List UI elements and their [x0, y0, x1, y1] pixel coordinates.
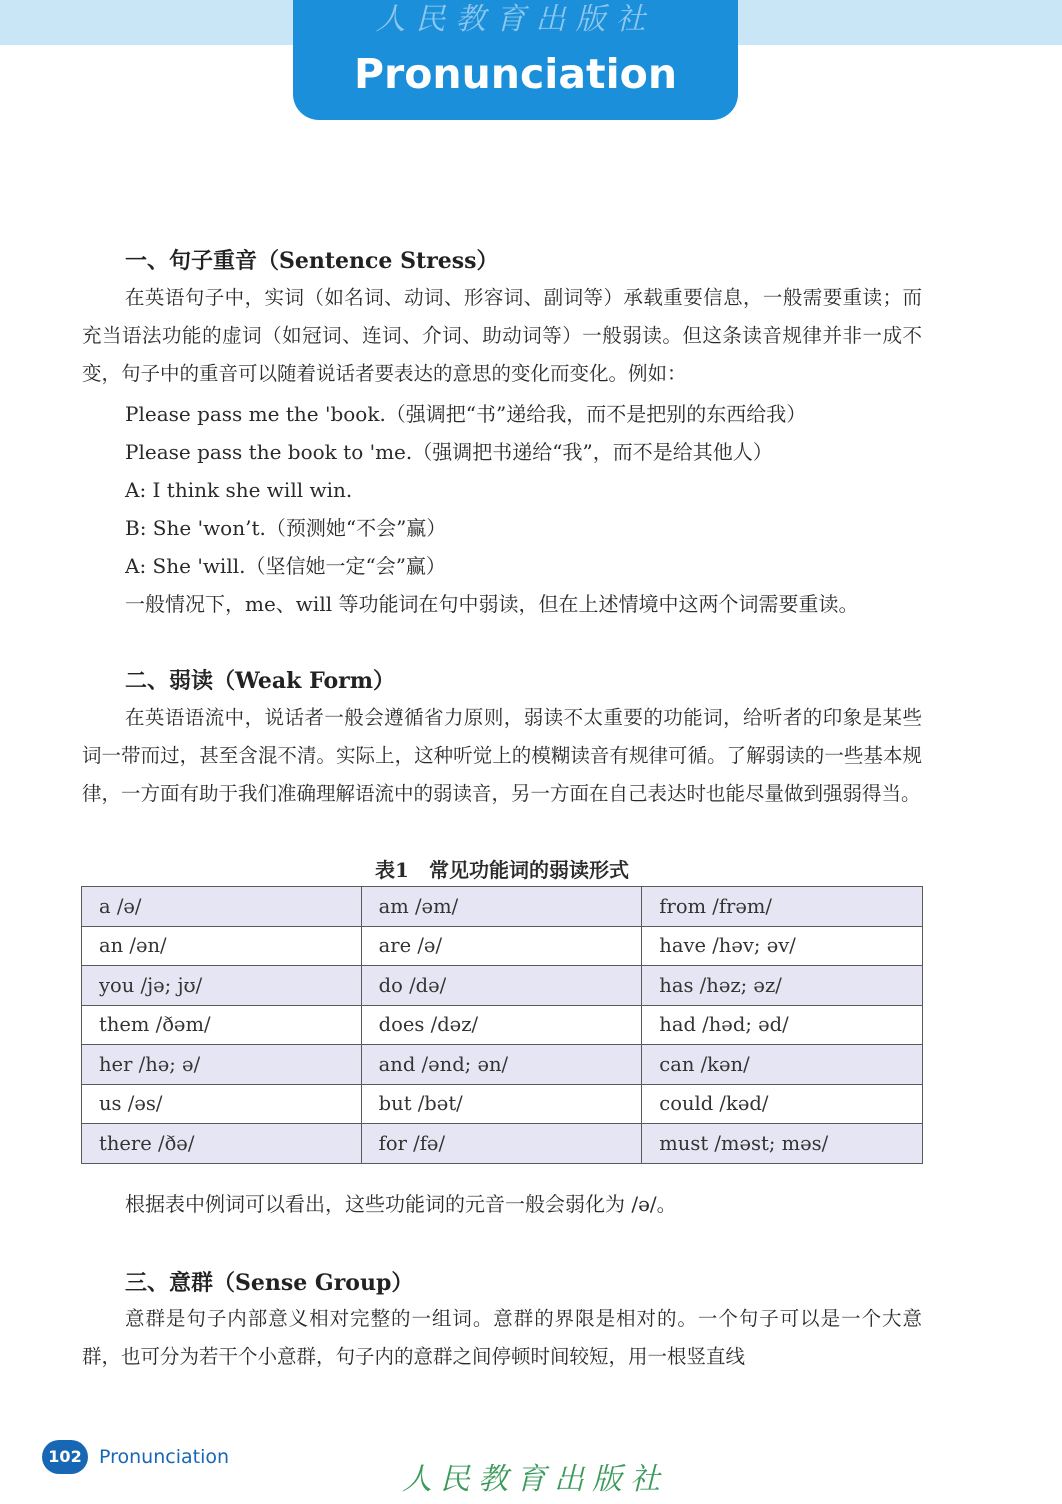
table-cell: have /həv; əv/: [642, 926, 923, 966]
paragraph-text: 意群是句子内部意义相对完整的一组词。意群的界限是相对的。一个句子可以是一个大意群，也可分为若干个小意群，句子内的意群之间停顿时间较短，用一根竖直线: [82, 1307, 922, 1368]
table-cell: could /kəd/: [642, 1084, 923, 1124]
table-conclusion: 根据表中例词可以看出，这些功能词的元音一般会弱化为 /ə/。: [125, 1192, 677, 1216]
table-cell: them /ðəm/: [82, 1005, 362, 1045]
table-cell: an /ən/: [82, 926, 362, 966]
example-line: A: I think she will win.: [125, 478, 353, 502]
table-row: [82, 887, 923, 927]
table-cell: must /məst; məs/: [642, 1124, 923, 1164]
table-cell: a /ə/: [82, 887, 362, 927]
table-cell: us /əs/: [82, 1084, 362, 1124]
table-cell: does /dəz/: [361, 1005, 642, 1045]
footer-section-label: Pronunciation: [99, 1446, 230, 1468]
table-row: [82, 926, 923, 966]
example-line: Please pass the book to 'me.（强调把书递给“我”，而不是给其他人）: [125, 440, 773, 464]
section-heading-sense-group: 三、意群（Sense Group）: [125, 1270, 414, 1296]
table-cell: do /də/: [361, 966, 642, 1006]
table-cell: but /bət/: [361, 1084, 642, 1124]
table-row: [82, 1084, 923, 1124]
paragraph-text: 在英语语流中，说话者一般会遵循省力原则，弱读不太重要的功能词，给听者的印象是某些词一带而过，甚至含混不清。实际上，这种听觉上的模糊读音有规律可循。了解弱读的一些基本规律，一方面有助于我们准确理解语流中的弱读音，另一方面在自己表达时也能尽量做到强弱得当。: [82, 706, 922, 805]
table-cell: and /ənd; ən/: [361, 1045, 642, 1085]
header-tab: [293, 0, 738, 120]
table-row: [82, 1045, 923, 1085]
publisher-logo: 人民教育出版社: [402, 1462, 668, 1497]
example-note: 一般情况下，me、will 等功能词在句中弱读，但在上述情境中这两个词需要重读。: [125, 592, 859, 616]
page-title: Pronunciation: [353, 50, 678, 98]
section-heading-sentence-stress: 一、句子重音（Sentence Stress）: [125, 248, 499, 274]
paragraph-text: 在英语句子中，实词（如名词、动词、形容词、副词等）承载重要信息，一般需要重读；而充当语法功能的虚词（如冠词、连词、介词、助动词等）一般弱读。但这条读音规律并非一成不变，句子中的重音可以随着说话者要表达的意思的变化而变化。例如：: [82, 286, 922, 385]
paragraph-weak-form: [82, 699, 922, 813]
weak-form-table: [81, 886, 923, 1164]
publisher-watermark: 人民教育出版社: [375, 2, 656, 37]
table-cell: her /hə; ə/: [82, 1045, 362, 1085]
example-line: Please pass me the 'book.（强调把“书”递给我，而不是把别的东西给我）: [125, 402, 807, 426]
table-cell: am /əm/: [361, 887, 642, 927]
table-cell: you /jə; jʊ/: [82, 966, 362, 1006]
example-line: B: She 'won’t.（预测她“不会”赢）: [125, 516, 447, 540]
table-row: [82, 1005, 923, 1045]
table-row: [82, 1124, 923, 1164]
table-cell: can /kən/: [642, 1045, 923, 1085]
table-cell: has /həz; əz/: [642, 966, 923, 1006]
paragraph-sense-group: [82, 1300, 922, 1376]
table-cell: had /həd; əd/: [642, 1005, 923, 1045]
table-cell: for /fə/: [361, 1124, 642, 1164]
section-heading-weak-form: 二、弱读（Weak Form）: [125, 668, 396, 694]
table-caption: 表1 常见功能词的弱读形式: [375, 858, 629, 882]
paragraph-sentence-stress: [82, 279, 922, 393]
table-cell: from /frəm/: [642, 887, 923, 927]
table-cell: are /ə/: [361, 926, 642, 966]
table-row: [82, 966, 923, 1006]
example-line: A: She 'will.（坚信她一定“会”赢）: [125, 554, 446, 578]
page-number-badge: 102: [42, 1440, 88, 1474]
table-cell: there /ðə/: [82, 1124, 362, 1164]
